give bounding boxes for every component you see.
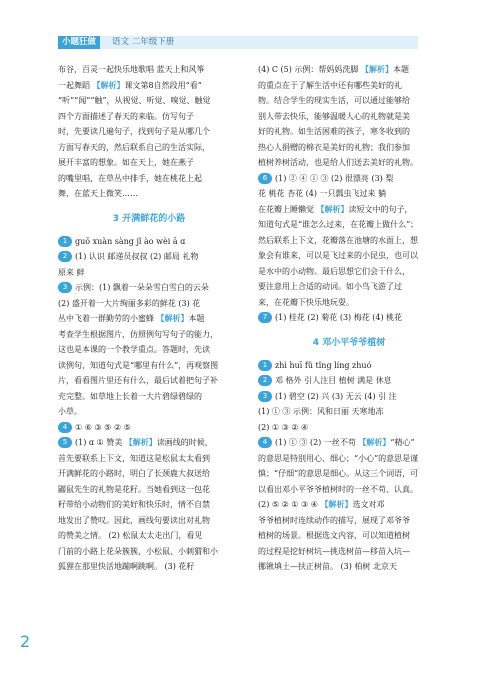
text-line — [258, 202, 440, 218]
text-line — [58, 327, 240, 343]
text-line — [58, 265, 240, 281]
text-line — [258, 528, 440, 544]
text-line — [258, 497, 440, 513]
section-title: 3 开满鲜花的小路 — [112, 213, 186, 224]
line-text: (2) ① ③ ② ④ — [258, 422, 309, 432]
text-line — [258, 248, 440, 264]
subject-label: 语文 二年级下册 — [112, 37, 175, 47]
line-text: “精心” — [390, 438, 415, 447]
text-line — [58, 373, 240, 389]
text-line — [258, 451, 440, 467]
line-text: 小草。 — [58, 407, 82, 416]
question-number-badge: 6 — [258, 173, 272, 184]
question-number-badge: 3 — [258, 391, 272, 402]
line-text: 是水中的小动物。最后思想它们会干什么， — [258, 266, 410, 276]
text-line — [258, 140, 440, 156]
line-text: 来，在花瓣下快乐地玩耍。 — [258, 297, 354, 307]
text-line — [58, 482, 240, 498]
text-line — [58, 342, 240, 358]
text-line — [58, 171, 240, 187]
line-text: (1) ① ③ (2) 一丝不苟 — [275, 438, 359, 447]
text-line — [258, 544, 440, 560]
answer-item — [258, 171, 440, 187]
line-text: 这也是本课的一个教学重点。答题时，先读 — [58, 345, 210, 354]
text-line — [258, 124, 440, 140]
line-text: 花 桃花 杏花 (4) 一只瓢虫飞过来 躺 — [258, 189, 387, 198]
line-text: 读例句，知道句式是“哪里有什么”，再观察图 — [58, 360, 219, 370]
line-text: 慎；“仔细”的意思是细心。从这三个词语，可 — [258, 469, 419, 478]
analysis-tag: 【解析】 — [360, 64, 393, 74]
text-line — [58, 62, 240, 78]
line-text: 的嘴里唱，在草丛中排手，她在桃花上起 — [58, 173, 202, 183]
text-line — [258, 155, 440, 171]
text-line — [58, 93, 240, 109]
text-line — [58, 497, 240, 513]
line-text: 首先要联系上下文，知道这是松鼠太太看到 — [58, 453, 210, 463]
line-text: (1) ② ④ ① ③ (2) 很漂亮 (3) 梨 — [275, 173, 394, 183]
analysis-tag: 【解析】 — [316, 203, 349, 214]
text-line — [58, 311, 240, 327]
line-text: 象会有谁来，可以是飞过来的小昆虫，也可以 — [258, 251, 418, 260]
text-line — [58, 466, 240, 482]
text-line — [58, 513, 240, 529]
line-text: 籽带给小动物们的美好和快乐时，情不自禁 — [58, 500, 210, 509]
analysis-tag: 【解析】 — [124, 437, 157, 447]
text-line — [258, 482, 440, 498]
right-column — [258, 62, 440, 575]
line-text: 爷爷植树时连续动作的描写，展现了邓爷爷 — [258, 515, 410, 525]
text-line — [58, 528, 240, 544]
text-line — [258, 295, 440, 311]
section-title: 4 邓小平爷爷植树 — [312, 337, 386, 348]
line-text: 充完整。如草地上长着一大片碧绿碧绿的 — [58, 391, 202, 401]
line-text: 的意思是特别用心、细心；“小心”的意思是谨 — [258, 453, 419, 463]
text-line — [58, 404, 240, 420]
answer-item — [258, 310, 440, 326]
analysis-tag: 【解析】 — [358, 437, 391, 447]
line-text: (1) 碧空 (2) 兴 (3) 无云 (4) 引 注 — [275, 391, 397, 401]
answer-item — [58, 280, 240, 296]
line-text: 本题 — [188, 314, 205, 323]
line-text: 知道句式是“谁怎么过来，在花瓣上做什么”； — [258, 220, 419, 229]
text-line — [58, 544, 240, 560]
question-number-badge: 4 — [58, 422, 72, 433]
left-column — [58, 62, 240, 575]
line-text: 要注意用上合适的动词。如小鸟飞游了过 — [258, 282, 402, 291]
analysis-tag: 【解析】 — [320, 499, 353, 509]
text-line — [58, 451, 240, 467]
text-line — [258, 62, 440, 78]
line-text: 别人带去快乐，能够温暖人心的礼物就是美 — [258, 111, 410, 121]
question-number-badge: 2 — [58, 251, 72, 262]
question-number-badge: 5 — [58, 437, 72, 448]
line-text: 以看出邓小平爷爷植树时的一丝不苟、认真。 — [258, 484, 418, 494]
line-text: (1) 认识 邮递员叔叔 (2) 邮局 礼物 — [75, 252, 199, 261]
line-text: 方面写春天的，然后联系自己的生活实际， — [58, 142, 210, 152]
text-line — [58, 296, 240, 312]
line-text: “听”“闻”“触”，从视觉、听觉、嗅觉、触觉 — [58, 96, 211, 105]
line-text: 植树养树活动，也是给人们送去美好的礼物。 — [258, 158, 418, 167]
text-line — [58, 186, 240, 202]
text-line — [58, 109, 240, 125]
line-text: 的过程是挖好树坑—挑选树苗—移苗入坑— — [258, 546, 410, 556]
line-text: (1) 桂花 (2) 菊花 (3) 梅花 (4) 桃花 — [275, 313, 403, 322]
text-line — [258, 279, 440, 295]
line-text: (2) 盛开着一大片绚丽多彩的鲜花 (3) 花 — [58, 298, 201, 308]
line-text: 热心人捐赠的棉衣是美好的礼物；我们参加 — [258, 142, 410, 152]
line-text: 鼹鼠先生的礼物是花籽。当她看到这一包花 — [58, 484, 210, 494]
line-text: 开满鲜花的小路时，明白了长颈鹿大叔送给 — [58, 469, 210, 478]
line-text: 物。结合学生的现实生活，可以通过能够给 — [258, 96, 410, 105]
text-line — [258, 420, 440, 436]
text-line — [258, 559, 440, 575]
text-line — [258, 233, 440, 249]
line-text: 狐狸在那里快活地蹦啊跳啊。 (3) 花籽 — [58, 562, 195, 571]
answer-item — [258, 373, 440, 389]
question-number-badge: 7 — [258, 312, 272, 323]
text-line — [258, 466, 440, 482]
line-text: zhì huī fǔ tǐng líng zhuó — [275, 360, 372, 370]
line-text: (4) C (5) 示例：帮妈妈洗脚 — [258, 65, 361, 74]
answer-item — [58, 234, 240, 250]
line-text: 挪锹填土—扶正树苗。 (3) 柏树 北京天 — [258, 562, 397, 571]
line-text: 考查学生根据图片，仿照例句写句子的能力， — [58, 329, 218, 339]
line-text: (2) ⑤ ② ① ③ ④ — [258, 500, 321, 509]
line-text: 读短文中的句子， — [348, 204, 413, 214]
line-text: 在花瓣上睡懒觉 — [258, 204, 317, 214]
line-text: 舞，在蓝天上微笑…… — [58, 189, 138, 198]
text-line — [58, 155, 240, 171]
text-line — [58, 358, 240, 374]
answer-item — [58, 249, 240, 265]
question-number-badge: 4 — [258, 437, 272, 448]
line-text: 原来 鲜 — [58, 267, 85, 277]
text-line — [258, 78, 440, 94]
text-line — [258, 186, 440, 202]
line-text: 片，看看图片里还有什么，最后试着把句子补 — [58, 376, 218, 385]
line-text: 的赞美之情。 (2) 松鼠太太走出门，看见 — [58, 531, 203, 540]
answer-item — [258, 389, 440, 405]
brand-label: 小题狂做 — [58, 36, 100, 49]
answer-item — [58, 435, 240, 451]
line-text: (1) ɑ ① 赞美 — [75, 438, 125, 447]
question-number-badge: 1 — [58, 236, 72, 247]
text-line — [258, 93, 440, 109]
line-text: 然后联系上下文，花瓣落在池塘的水面上，想 — [258, 235, 418, 245]
text-line — [58, 78, 240, 94]
text-line — [58, 124, 240, 140]
line-text: 本题 — [392, 65, 409, 74]
line-text: 好的礼物。如生活困难的孩子，寒冬收到的 — [258, 127, 410, 136]
line-text: 四个方面描述了春天的来临。仿写句子 — [58, 111, 194, 121]
question-number-badge: 2 — [258, 375, 272, 386]
text-line — [258, 109, 440, 125]
line-text: 丛中飞着一群勤劳的小蜜蜂 — [58, 314, 157, 323]
text-line — [258, 513, 440, 529]
question-number-badge: 3 — [58, 282, 72, 293]
line-text: 示例：(1) 飘着一朵朵雪白雪白的云朵 — [75, 283, 209, 292]
text-line — [58, 140, 240, 156]
line-text: 展开丰富的想象。如在天上，她在燕子 — [58, 158, 194, 167]
text-line — [58, 559, 240, 575]
page-number: 2 — [20, 632, 31, 651]
line-text: 的重点在于了解生活中还有哪些美好的礼 — [258, 80, 402, 90]
answer-item — [258, 358, 440, 374]
analysis-tag: 【解析】 — [156, 313, 189, 323]
line-text: 地发出了赞叹。因此，画线句要读出对礼物 — [58, 515, 210, 525]
page-header — [0, 0, 480, 56]
answer-item — [258, 435, 440, 451]
line-text: (1) ① ③ 示例：风和日丽 天寒地冻 — [258, 407, 384, 416]
text-line — [258, 404, 440, 420]
analysis-tag: 【解析】 — [92, 79, 125, 90]
line-text: 选文对邓 — [352, 500, 385, 509]
text-line — [258, 217, 440, 233]
line-text: 植树的场景。根据选文内容，可以知道植树 — [258, 531, 410, 540]
line-text: 时，先要读几遍句子，找到句子是从哪几个 — [58, 127, 210, 136]
text-line — [58, 389, 240, 405]
line-text: 邓 格外 引人注目 植树 满是 休息 — [275, 376, 392, 385]
line-text: guō xuàn sàng jǐ ào wèi ā ɑ — [75, 236, 186, 246]
question-number-badge: 1 — [258, 360, 272, 371]
line-text: 读画线的时候， — [156, 438, 213, 447]
line-text: 门前的小路上花朵簇簇，小松鼠、小刺猬和小 — [58, 546, 218, 556]
text-line — [258, 264, 440, 280]
line-text: ① ⑥ ③ ⑤ ② ⑤ — [75, 422, 131, 432]
answer-item — [58, 420, 240, 436]
line-text: 一起舞蹈 — [58, 80, 93, 90]
line-text: 布谷，百灵一起快乐地歌唱 蓝天上和风筝 — [58, 65, 205, 74]
line-text: 课文第8自然段用“看” — [124, 80, 202, 90]
